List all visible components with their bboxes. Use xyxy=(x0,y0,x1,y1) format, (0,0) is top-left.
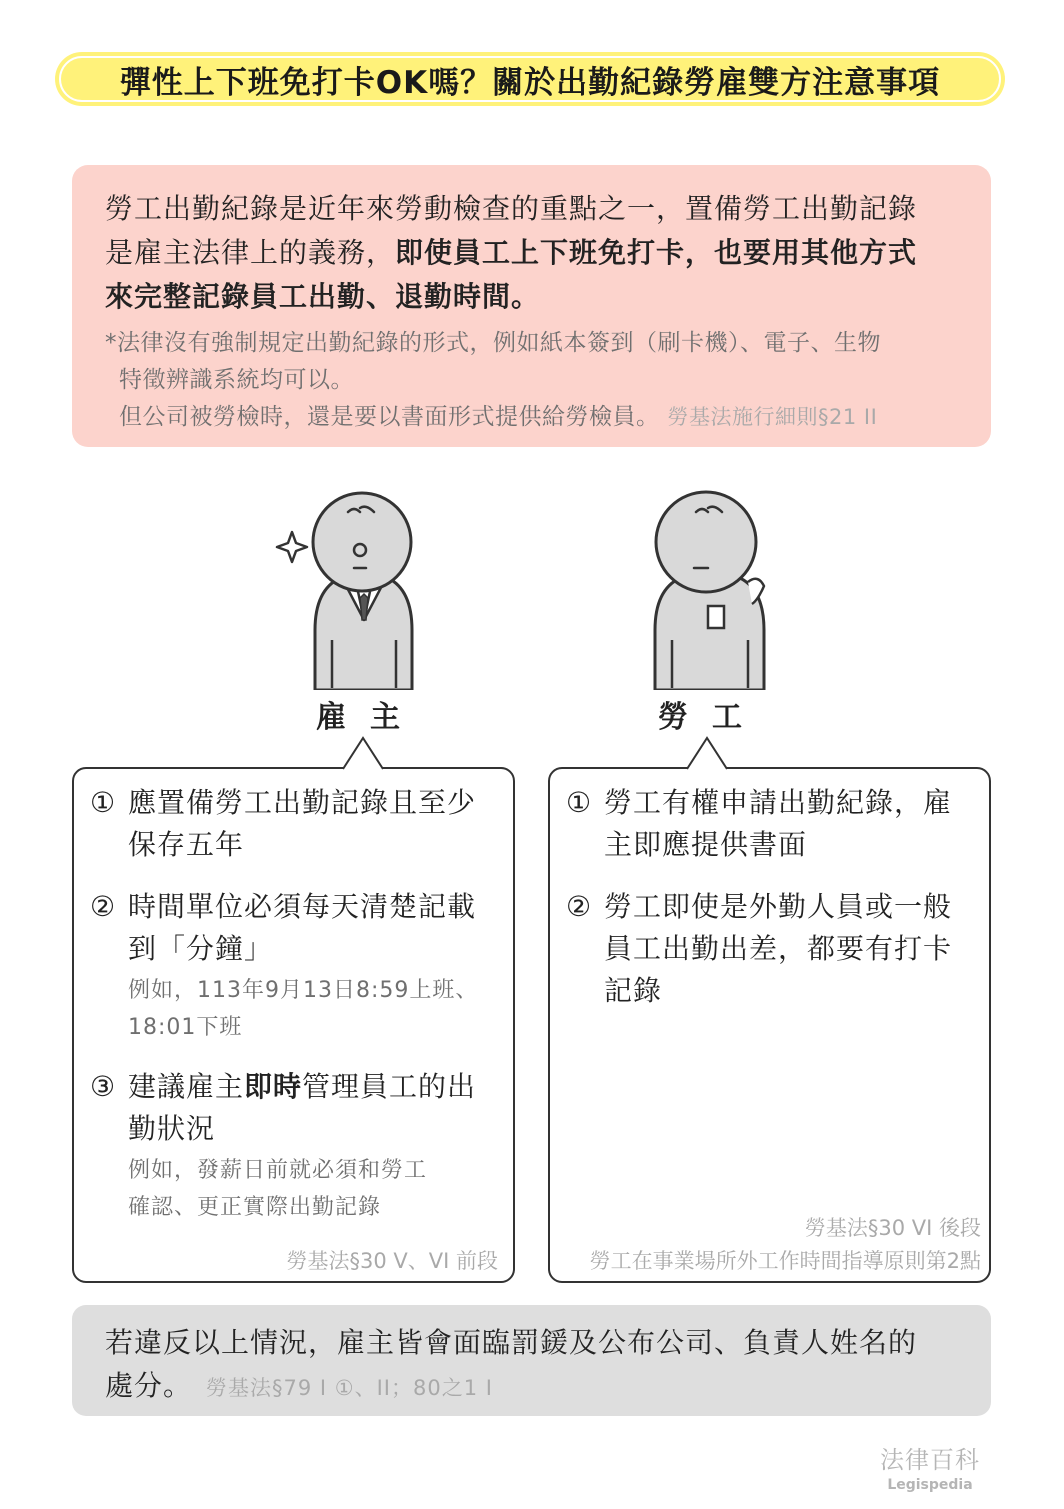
employer-item-1 xyxy=(90,782,505,866)
employer-item-3-line-2: 勤狀況 xyxy=(128,1112,216,1145)
intro-line-3 xyxy=(105,275,961,319)
employer-item-2-line-2: 到「分鐘」 xyxy=(128,932,274,965)
employer-item-3-line-1-c: 管理員工的出 xyxy=(302,1070,477,1103)
brand-logo xyxy=(870,1440,990,1493)
employer-item-3-line-1 xyxy=(128,1066,505,1108)
employer-item-1-num: ① xyxy=(90,786,117,819)
worker-item-1-num: ① xyxy=(566,786,593,819)
brand-name-zh: 法律百科 xyxy=(880,1446,980,1474)
intro-line-2 xyxy=(105,231,961,275)
intro-box xyxy=(72,165,991,447)
worker-item-2-line-1: 勞工即使是外勤人員或一般 xyxy=(604,890,953,923)
employer-ref: 勞基法§30 V、VI 前段 xyxy=(286,1249,498,1273)
employer-item-2-line-1: 時間單位必須每天清楚記載 xyxy=(128,890,477,923)
employer-item-2-num: ② xyxy=(90,890,117,923)
penalty-ref: 勞基法§79 I ①、II；80之1 I xyxy=(206,1376,493,1400)
penalty-box xyxy=(72,1305,991,1416)
intro-line-2-normal: 是雇主法律上的義務， xyxy=(105,236,396,269)
worker-item-1 xyxy=(566,782,981,866)
penalty-line-1: 若違反以上情況，雇主皆會面臨罰鍰及公布公司、負責人姓名的 xyxy=(105,1326,918,1359)
worker-item-2-num: ② xyxy=(566,890,593,923)
worker-item-2 xyxy=(566,886,981,1012)
intro-note-line-2: 特徵辨識系統均可以。 xyxy=(119,367,354,393)
employer-item-3-line-1-a: 建議雇主 xyxy=(128,1070,245,1103)
employer-item-2-example-1: 例如，113年9月13日8:59上班、 xyxy=(128,978,479,1003)
intro-line-2-bold: 即使員工上下班免打卡，也要用其他方式 xyxy=(395,236,918,269)
intro-note-line-3-text: 但公司被勞檢時，還是要以書面形式提供給勞檢員。 xyxy=(119,404,660,430)
brand-name-en: Legispedia xyxy=(887,1477,973,1493)
worker-ref-2: 勞工在事業場所外工作時間指導原則第2點 xyxy=(589,1249,981,1273)
employer-label: 雇主 xyxy=(316,700,424,735)
worker-label: 勞工 xyxy=(658,700,766,735)
penalty-line-2-text: 處分。 xyxy=(105,1369,193,1402)
page-title: 彈性上下班免打卡OK嗎？關於出勤紀錄勞雇雙方注意事項 xyxy=(59,56,1001,102)
employer-item-3-num: ③ xyxy=(90,1070,117,1103)
intro-note-line-1: *法律沒有強制規定出勤紀錄的形式，例如紙本簽到（刷卡機）、電子、生物 xyxy=(105,330,881,356)
intro-note xyxy=(105,325,961,436)
intro-note-line-3 xyxy=(105,399,961,436)
intro-note-ref: 勞基法施行細則§21 II xyxy=(667,405,878,429)
employer-item-1-line-1: 應置備勞工出勤記錄且至少 xyxy=(128,786,477,819)
worker-item-1-line-2: 主即應提供書面 xyxy=(604,828,808,861)
employer-item-2 xyxy=(90,886,505,1046)
worker-figure xyxy=(630,490,790,690)
title-banner xyxy=(55,52,1005,106)
intro-line-1: 勞工出勤紀錄是近年來勞動檢查的重點之一，置備勞工出勤記錄 xyxy=(105,192,918,225)
sparkle-icon xyxy=(277,532,307,562)
intro-text xyxy=(105,187,961,319)
worker-item-2-line-3: 記錄 xyxy=(604,974,663,1007)
employer-figure xyxy=(270,490,430,690)
intro-line-3-bold: 來完整記錄員工出勤、退勤時間。 xyxy=(105,280,541,313)
employer-item-3-example-2: 確認、更正實際出勤記錄 xyxy=(128,1195,382,1220)
worker-item-1-line-1: 勞工有權申請出勤紀錄，雇 xyxy=(604,786,953,819)
penalty-line-2 xyxy=(105,1364,961,1410)
employer-item-3-example-1: 例如，發薪日前就必須和勞工 xyxy=(128,1158,428,1183)
employer-item-3 xyxy=(90,1066,505,1226)
worker-ref-1: 勞基法§30 VI 後段 xyxy=(804,1216,981,1240)
worker-item-2-line-2: 員工出勤出差，都要有打卡 xyxy=(604,932,953,965)
worker-bubble-tail xyxy=(684,735,730,771)
employer-item-1-line-2: 保存五年 xyxy=(128,828,245,861)
employer-item-2-example-2: 18:01下班 xyxy=(128,1015,243,1040)
employer-bubble-tail xyxy=(340,735,386,771)
employer-item-3-line-1-bold: 即時 xyxy=(244,1070,303,1103)
